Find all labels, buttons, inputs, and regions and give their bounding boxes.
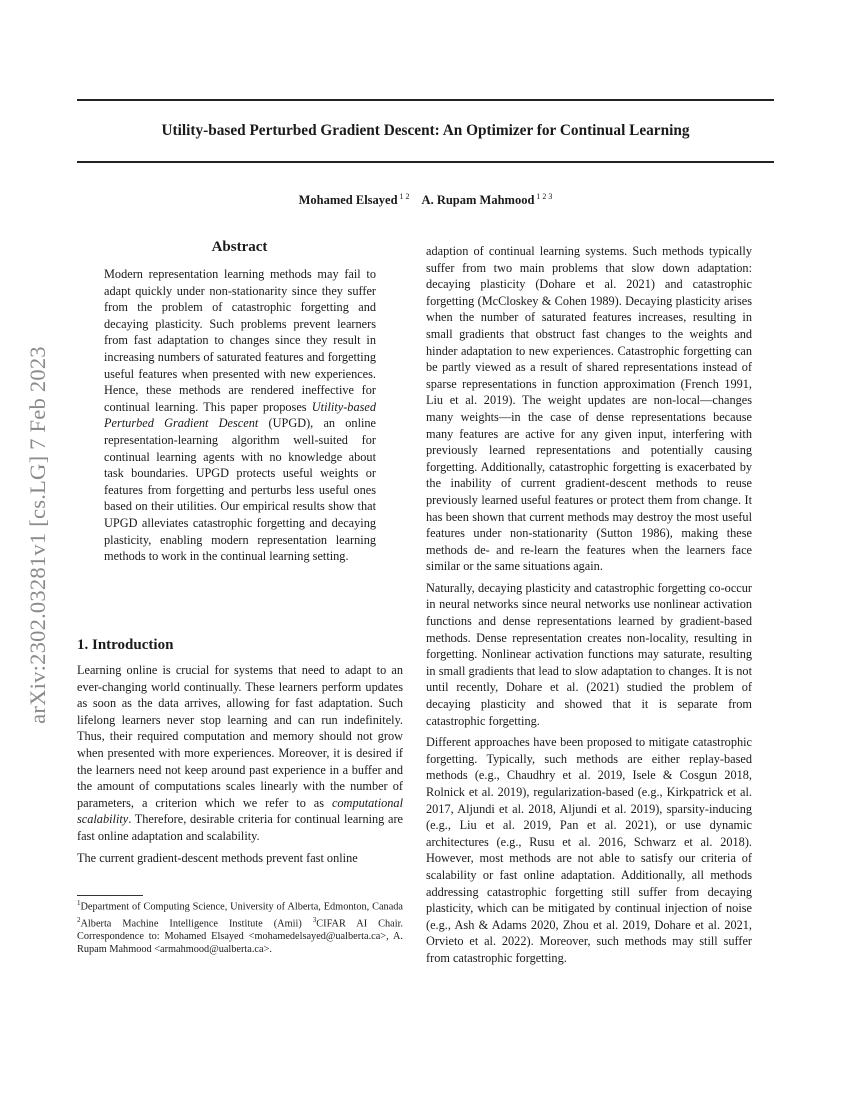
left-column-body — [77, 662, 403, 866]
title-top-rule — [77, 99, 774, 101]
footnote-affiliations: $^1$Department of Computing Science, University of Alberta, Edmonton, Canada $^2$Alberta Machine Intelligence Institute (Amii) $^3$CIFAR AI Chair. Correspondence to: Mohamed Elsayed <mohamedelsayed@ualberta.ca>, A. Rupam Mahmood <armahmood@ualberta.ca>. — [77, 899, 404, 956]
author-name: A. Rupam Mahmood — [421, 193, 535, 208]
section-heading-introduction: 1. Introduction — [77, 637, 174, 653]
title-bottom-rule — [77, 161, 774, 163]
footnote-rule — [77, 895, 143, 896]
right-column-body — [426, 243, 752, 967]
body-paragraph: Learning online is crucial for systems that need to adapt to an ever-changing world continually. These learners perform updates as soon as the data arrives, allowing for fast adaptation. Such lifelong learners never stop learning and can run indefinitely. Thus, their required computation and memory should not grow when presented with more experiences. Moreover, it is desired if the learners need not keep around past experience in a buffer and the amount of computations scales linearly with the number of parameters, a criterion which we refer to as computational scalability. Therefore, desirable criteria for continual learning are fast online adaptation and scalability. — [77, 663, 403, 843]
body-paragraph: Naturally, decaying plasticity and catastrophic forgetting co-occur in neural networks since neural networks use nonlinear activation functions and dense representations learned by gradient-based methods. Dense representation creates non-locality, resulting in forgetting. Nonlinear activation functions may saturate, resulting in small gradients that lead to slow adaptation to changes. It is not until recently, Dohare et al. (2021) studied the problem of decaying plasticity and showed that it is separate from catastrophic forgetting. — [426, 580, 752, 728]
abstract-paragraph: Modern representation learning methods may fail to adapt quickly under non-stationarity since they suffer from the problem of catastrophic forgetting and decaying plasticity. Such problems prevent learners from fast adaptation to changes since they result in increasing numbers of saturated features and forgetting useful features when presented with new experiences. Hence, these methods are rendered ineffective for continual learning. This paper proposes Utility-based Perturbed Gradient Descent (UPGD), an online representation-learning algorithm well-suited for continual learning agents with no knowledge about task boundaries. UPGD protects useful weights or features from forgetting and perturbs less useful ones based on their utilities. Our empirical results show that UPGD alleviates catastrophic forgetting and decaying plasticity, enabling modern representation learning methods to work in the continual learning setting. — [104, 267, 377, 564]
abstract-body — [104, 266, 376, 565]
abstract-heading: Abstract — [211, 239, 268, 255]
paper-title: Utility-based Perturbed Gradient Descent: An Optimizer for Continual Learning — [161, 122, 690, 139]
body-paragraph: adaption of continual learning systems. Such methods typically suffer from two main problems that slow down adaptation: decaying plasticity (Dohare et al. 2021) and catastrophic forgetting (McCloskey & Cohen 1989). Decaying plasticity arises when the number of saturated features increases, resulting in small gradients that obstruct fast changes to the weights and hinder adaptation to new experiences. Catastrophic forgetting can be partly viewed as a result of shared representations instead of sparse representations in function approximation (French 1991, Liu et al. 2019). The weight updates are non-local—changes many weights—in the case of dense representations because many features are active for any given input, interfering with previously learned representations and potentially causing forgetting. Additionally, catastrophic forgetting is exacerbated by the inability of current gradient-descent methods to reuse previously learned useful features or protect them from change. It has been shown that current methods may destroy the most useful features under non-stationarity (Sutton 1986), making these methods de- and re-learn the features when the learners face similar or the same situations again. — [426, 244, 752, 574]
author-affiliations: 1 2 3 — [536, 192, 553, 201]
method-name-emphasis: Utility-based Perturbed Gradient Descent — [104, 399, 376, 431]
body-paragraph: The current gradient-descent methods prevent fast online — [77, 850, 358, 865]
author-affiliations: 1 2 — [399, 192, 410, 201]
footnotes — [77, 897, 403, 957]
author-name: Mohamed Elsayed — [298, 193, 398, 208]
term-emphasis: computational scalability — [77, 795, 403, 827]
arxiv-identifier: arXiv:2302.03281v1 [cs.LG] 7 Feb 2023 — [25, 346, 50, 724]
author-line — [77, 192, 774, 208]
body-paragraph: Different approaches have been proposed to mitigate catastrophic forgetting. Typically, such methods are either replay-based methods (e.g., Chaudhry et al. 2019, Isele & Cosgun 2018, Rolnick et al. 2019), regularization-based (e.g., Kirkpatrick et al. 2017, Aljundi et al. 2018, Aljundi et al. 2019), sparsity-inducing (e.g., Liu et al. 2019, Pan et al. 2021), or use dynamic architectures (e.g., Rusu et al. 2016, Schwarz et al. 2018). However, most methods are not able to satisfy our criteria of scalability or fast online adaptation. Additionally, all methods addressing catastrophic forgetting still suffer from decaying plasticity, which can be mitigated by continual injection of noise (e.g., Ash & Adams 2020, Zhou et al. 2019, Dohare et al. 2021, Orvieto et al. 2022). Moreover, such methods may still suffer from catastrophic forgetting. — [426, 735, 752, 965]
